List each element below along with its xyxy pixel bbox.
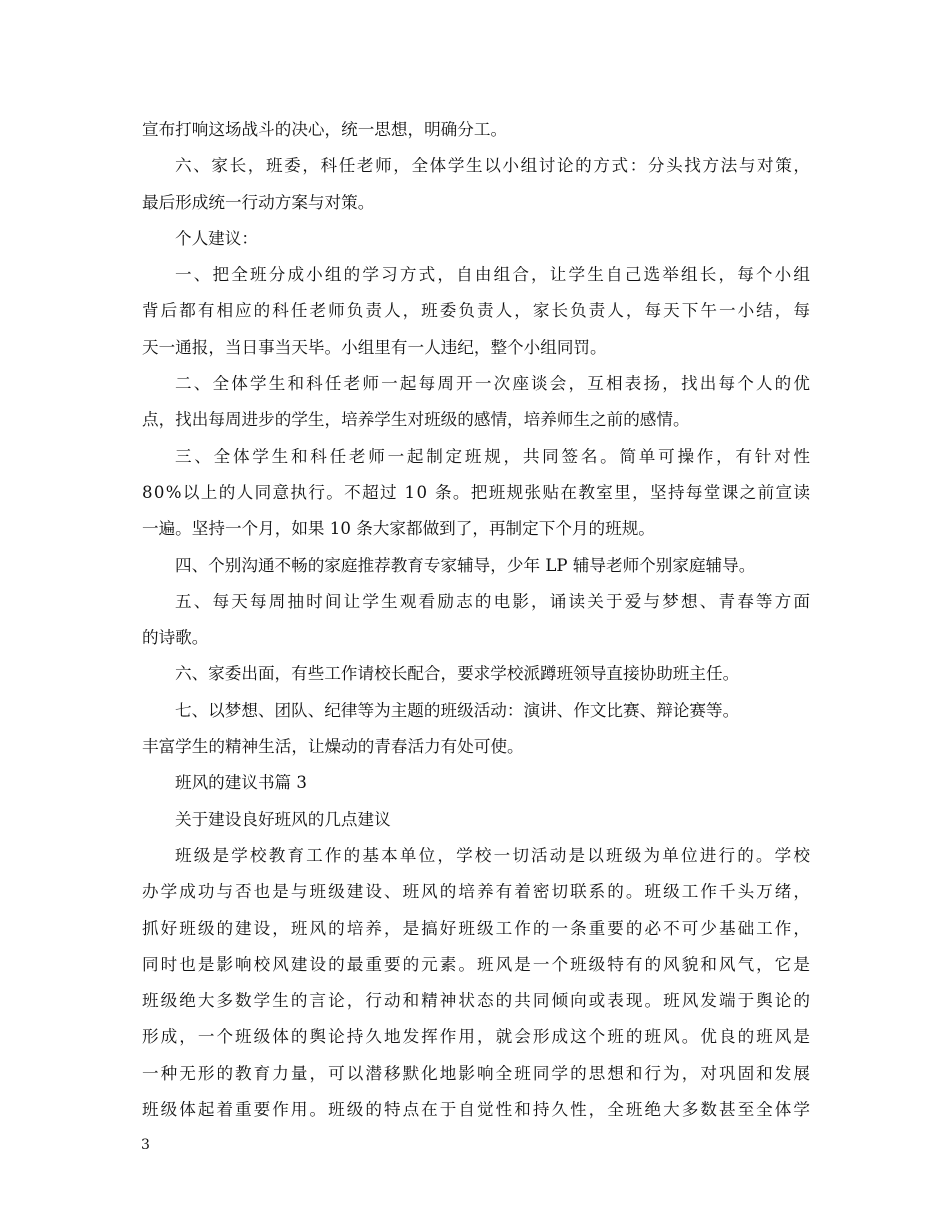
text-line: 同时也是影响校风建设的最重要的元素。班风是一个班级特有的风貌和风气，它是 — [142, 954, 813, 974]
text-line: 六、家委出面，有些工作请校长配合，要求学校派蹲班领导直接协助班主任。 — [175, 664, 740, 684]
text-line: 六、家长，班委，科任老师，全体学生以小组讨论的方式：分头找方法与对策， — [175, 156, 812, 176]
text-line: 形成，一个班级体的舆论持久地发挥作用，就会形成这个班的班风。优良的班风是 — [142, 1027, 813, 1047]
text-line: 七、以梦想、团队、纪律等为主题的班级活动：演讲、作文比赛、辩论赛等。 — [175, 700, 740, 720]
text-line: 三、全体学生和科任老师一起制定班规，共同签名。简单可操作，有针对性 — [175, 446, 813, 466]
document-body — [142, 112, 813, 1128]
text-line: 班级体起着重要作用。班级的特点在于自觉性和持久性，全班绝大多数甚至全体学 — [142, 1100, 813, 1120]
text-line: 天一通报，当日事当天毕。小组里有一人违纪，整个小组同罚。 — [142, 337, 607, 357]
text-line: 二、全体学生和科任老师一起每周开一次座谈会，互相表扬，找出每个人的优 — [175, 374, 813, 394]
text-line: 关于建设良好班风的几点建议 — [175, 809, 391, 829]
text-line: 班级是学校教育工作的基本单位，学校一切活动是以班级为单位进行的。学校 — [175, 845, 813, 865]
text-line: 80%以上的人同意执行。不超过 10 条。把班规张贴在教室里，坚持每堂课之前宣读 — [142, 482, 812, 502]
text-line: 背后都有相应的科任老师负责人，班委负责人，家长负责人，每天下午一小结，每 — [142, 301, 813, 321]
text-line: 点，找出每周进步的学生，培养学生对班级的感情，培养师生之前的感情。 — [142, 410, 690, 430]
text-line: 丰富学生的精神生活，让燥动的青春活力有处可使。 — [142, 737, 524, 757]
text-line: 一遍。坚持一个月，如果 10 条大家都做到了，再制定下个月的班规。 — [142, 519, 655, 539]
page-number: 3 — [141, 1137, 150, 1153]
text-line: 个人建议： — [175, 228, 258, 248]
text-line: 办学成功与否也是与班级建设、班风的培养有着密切联系的。班级工作千头万绪， — [142, 882, 813, 902]
text-line: 的诗歌。 — [142, 628, 209, 648]
text-line: 一、把全班分成小组的学习方式，自由组合，让学生自己选举组长，每个小组 — [175, 265, 813, 285]
text-line: 最后形成统一行动方案与对策。 — [142, 192, 375, 212]
text-line: 五、每天每周抽时间让学生观看励志的电影，诵读关于爱与梦想、青春等方面 — [175, 591, 813, 611]
text-line: 宣布打响这场战斗的决心，统一思想，明确分工。 — [142, 120, 508, 139]
text-line: 班级绝大多数学生的言论，行动和精神状态的共同倾向或表现。班风发端于舆论的 — [142, 991, 813, 1011]
text-line: 四、个别沟通不畅的家庭推荐教育专家辅导，少年 LP 辅导老师个别家庭辅导。 — [175, 555, 756, 575]
text-line: 抓好班级的建设，班风的培养，是搞好班级工作的一条重要的必不可少基础工作， — [142, 918, 813, 938]
text-line: 班风的建议书篇 3 — [175, 773, 307, 793]
text-line: 一种无形的教育力量，可以潜移默化地影响全班同学的思想和行为，对巩固和发展 — [142, 1063, 813, 1083]
